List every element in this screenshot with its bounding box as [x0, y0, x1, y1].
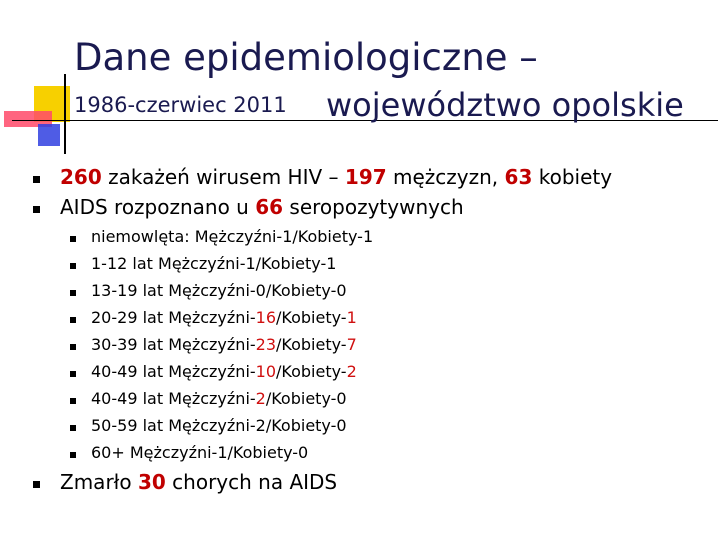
- hiv-women-value: 63: [504, 165, 533, 189]
- bullet-marker: [70, 344, 76, 350]
- bullet-aids-diagnosed: [60, 195, 464, 219]
- age-group-item: 50-59 lat Mężczyźni-2/Kobiety-0: [91, 416, 347, 435]
- text: AIDS rozpoznano u: [60, 195, 256, 219]
- decor-vertical-line: [64, 74, 66, 154]
- decor-blue-square: [38, 124, 60, 146]
- age-group-item: 13-19 lat Mężczyźni-0/Kobiety-0: [91, 281, 347, 300]
- men-count: 2: [255, 389, 266, 408]
- text: /Kobiety-0: [265, 389, 347, 408]
- bullet-marker: [70, 236, 76, 242]
- age-group-item: [91, 389, 347, 408]
- text: /Kobiety-: [276, 335, 347, 354]
- age-group-item: niemowlęta: Mężczyźni-1/Kobiety-1: [91, 227, 374, 246]
- age-group-item: 60+ Mężczyźni-1/Kobiety-0: [91, 443, 309, 462]
- age-group-item: [91, 335, 357, 354]
- text: Zmarło: [60, 470, 138, 494]
- text: kobiety: [532, 165, 613, 189]
- bullet-marker: [33, 481, 40, 488]
- bullet-marker: [70, 425, 76, 431]
- bullet-marker: [70, 290, 76, 296]
- aids-deaths-value: 30: [137, 470, 166, 494]
- bullet-marker: [70, 371, 76, 377]
- text: 40-49 lat Mężczyźni-: [91, 389, 256, 408]
- age-group-item: [91, 308, 357, 327]
- women-count: 7: [346, 335, 357, 354]
- text: 40-49 lat Mężczyźni-: [91, 362, 256, 381]
- text: 20-29 lat Mężczyźni-: [91, 308, 256, 327]
- slide-title-region: województwo opolskie: [326, 86, 684, 124]
- slide-title-line1: Dane epidemiologiczne –: [74, 36, 538, 79]
- text: /Kobiety-: [276, 362, 347, 381]
- text: /Kobiety-: [276, 308, 347, 327]
- text: mężczyzn,: [386, 165, 505, 189]
- text: zakażeń wirusem HIV –: [101, 165, 345, 189]
- bullet-marker: [70, 398, 76, 404]
- age-group-item: [91, 362, 357, 381]
- bullet-aids-deaths: [60, 470, 337, 494]
- bullet-hiv-infections: [60, 165, 612, 189]
- hiv-total-value: 260: [60, 165, 102, 189]
- bullet-marker: [33, 206, 40, 213]
- women-count: 2: [346, 362, 357, 381]
- aids-diagnosed-value: 66: [255, 195, 284, 219]
- bullet-marker: [70, 317, 76, 323]
- slide-title-date-range: 1986-czerwiec 2011: [74, 93, 287, 117]
- bullet-marker: [33, 176, 40, 183]
- men-count: 10: [255, 362, 277, 381]
- bullet-marker: [70, 263, 76, 269]
- age-group-item: 1-12 lat Mężczyźni-1/Kobiety-1: [91, 254, 337, 273]
- text: chorych na AIDS: [165, 470, 338, 494]
- text: 30-39 lat Mężczyźni-: [91, 335, 256, 354]
- men-count: 23: [255, 335, 277, 354]
- hiv-men-value: 197: [344, 165, 387, 189]
- text: seropozytywnych: [283, 195, 464, 219]
- bullet-marker: [70, 452, 76, 458]
- women-count: 1: [346, 308, 357, 327]
- men-count: 16: [255, 308, 277, 327]
